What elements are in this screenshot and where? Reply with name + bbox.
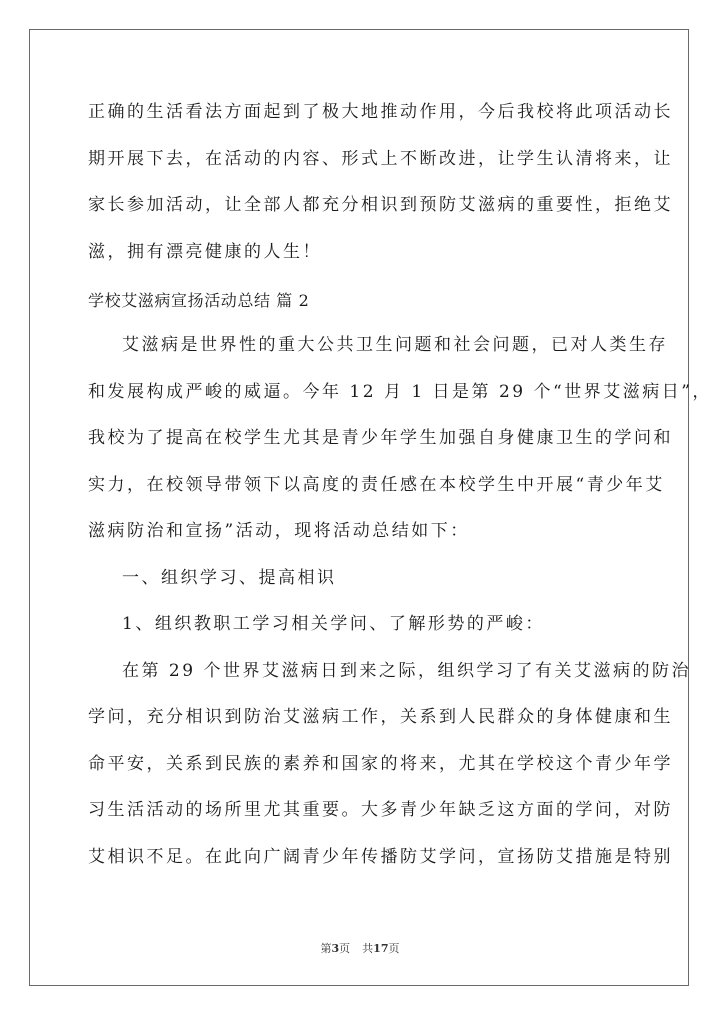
subheading-1: 一、组织学习、提高相识: [122, 568, 337, 588]
footer-prefix: 第: [320, 942, 332, 955]
page-border: [29, 29, 712, 986]
section-heading: 学校艾滋病宣扬活动总结 篇 2: [88, 291, 310, 310]
footer-total-pages: 17: [373, 942, 389, 955]
body-line-15: 命平安，关系到民族的素养和国家的将来，尤其在学校这个青少年学: [88, 754, 673, 774]
footer-page-unit: 页: [339, 942, 351, 955]
body-line-14: 学问，充分相识到防治艾滋病工作，关系到人民群众的身体健康和生: [88, 707, 673, 727]
subheading-1-1: 1、组织教职工学习相关学问、了解形势的严峻：: [122, 614, 545, 634]
body-line-7: 和发展构成严峻的威逼。今年 12 月 1 日是第 29 个“世界艾滋病日”，: [88, 382, 712, 402]
footer-current-page: 3: [331, 942, 340, 955]
body-line-17: 艾相识不足。在此向广阔青少年传播防艾学问，宣扬防艾措施是特别: [88, 847, 673, 867]
body-line-3: 家长参加活动，让全部人都充分相识到预防艾滋病的重要性，拒绝艾: [88, 195, 673, 215]
body-line-4: 滋，拥有漂亮健康的人生！: [88, 242, 322, 262]
body-line-6: 艾滋病是世界性的重大公共卫生问题和社会问题，已对人类生存: [122, 335, 668, 355]
body-line-13: 在第 29 个世界艾滋病日到来之际，组织学习了有关艾滋病的防治: [122, 661, 691, 681]
page-footer: [0, 942, 720, 956]
body-line-16: 习生活活动的场所里尤其重要。大多青少年缺乏这方面的学问，对防: [88, 800, 673, 820]
body-line-2: 期开展下去，在活动的内容、形式上不断改进，让学生认清将来，让: [88, 149, 673, 169]
body-line-1: 正确的生活看法方面起到了极大地推动作用，今后我校将此项活动长: [88, 102, 673, 122]
footer-total-unit: 页: [388, 942, 400, 955]
body-line-10: 滋病防治和宣扬”活动，现将活动总结如下：: [88, 521, 470, 541]
body-line-9: 实力，在校领导带领下以高度的责任感在本校学生中开展“青少年艾: [88, 475, 665, 495]
body-line-8: 我校为了提高在校学生尤其是青少年学生加强自身健康卫生的学问和: [88, 428, 673, 448]
footer-total-prefix: 共: [362, 942, 374, 955]
